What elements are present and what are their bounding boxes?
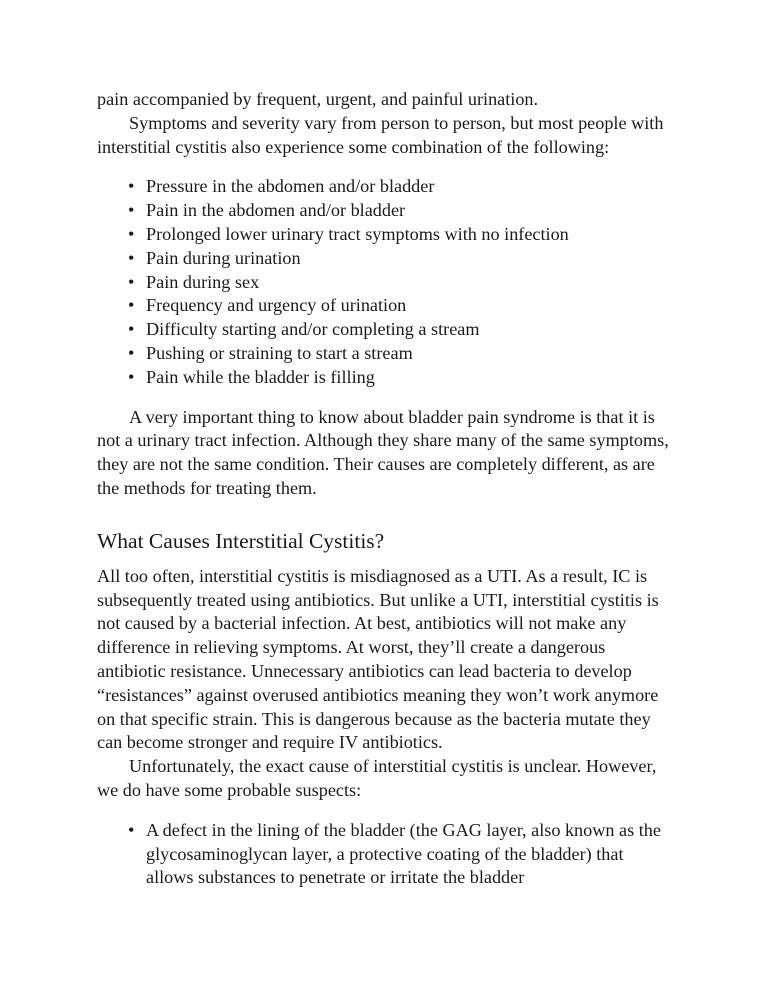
- list-item: • A defect in the lining of the bladder (the GAG layer, also known as the glycosaminoglycan layer, a protective coating of the bladder) that allows substances to penetrate or irritate the bladder: [146, 819, 677, 890]
- continuation-paragraph: pain accompanied by frequent, urgent, and painful urination.: [97, 89, 539, 109]
- list-item: • Pressure in the abdomen and/or bladder: [146, 175, 677, 199]
- list-item: • Prolonged lower urinary tract symptoms with no infection: [146, 223, 677, 247]
- list-item: • Pain in the abdomen and/or bladder: [146, 199, 677, 223]
- list-item: • Difficulty starting and/or completing a stream: [146, 318, 677, 342]
- suspects-list: [97, 819, 677, 890]
- list-item: • Pain while the bladder is filling: [146, 366, 677, 390]
- symptoms-intro-paragraph: Symptoms and severity vary from person to person, but most people with interstitial cystitis also experience some combination of the following:: [97, 112, 664, 157]
- list-item: • Pushing or straining to start a stream: [146, 342, 677, 366]
- document-page: [97, 88, 677, 890]
- list-item: • Frequency and urgency of urination: [146, 294, 677, 318]
- list-item: • Pain during urination: [146, 247, 677, 271]
- symptoms-list: [97, 175, 677, 389]
- uti-note-paragraph: A very important thing to know about bladder pain syndrome is that it is not a urinary tract infection. Although they share many of the same symptoms, they are not the same condition. Their causes are completely different, as are the methods for treating them.: [97, 406, 669, 498]
- unclear-cause-paragraph: Unfortunately, the exact cause of interstitial cystitis is unclear. However, we do have some probable suspects:: [97, 756, 657, 800]
- causes-paragraph: All too often, interstitial cystitis is misdiagnosed as a UTI. As a result, IC is subsequently treated using antibiotics. But unlike a UTI, interstitial cystitis is not caused by a bacterial infection. At best, antibiotics will not make any difference in relieving symptoms. At worst, they’ll create a dangerous antibiotic resistance. Unnecessary antibiotics can lead bacteria to develop “resistances” against overused antibiotics meaning they won’t work anymore on that specific strain. This is dangerous because as the bacteria mutate they can become stronger and require IV antibiotics.: [97, 565, 659, 753]
- section-heading: What Causes Interstitial Cystitis?: [97, 528, 385, 553]
- list-item: • Pain during sex: [146, 271, 677, 295]
